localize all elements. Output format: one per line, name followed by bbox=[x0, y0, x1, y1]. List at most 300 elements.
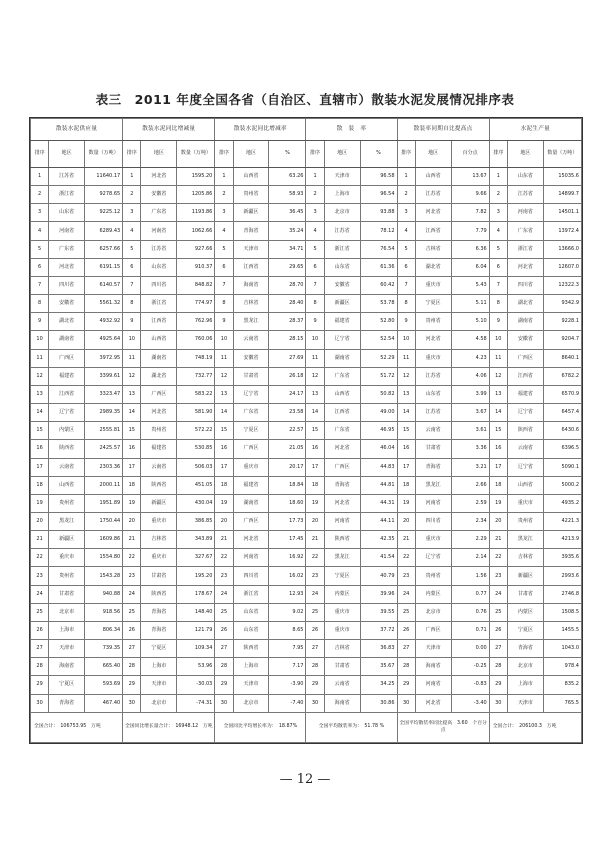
value-cell: 44.81 bbox=[360, 476, 397, 494]
region-cell: 黑龙江 bbox=[49, 512, 85, 530]
rank-cell: 29 bbox=[397, 676, 415, 694]
table-row bbox=[31, 186, 582, 204]
value-cell: 1.56 bbox=[451, 567, 489, 585]
value-cell: 2.29 bbox=[451, 531, 489, 549]
region-cell: 山东省 bbox=[324, 258, 360, 276]
region-cell: 甘肃省 bbox=[507, 585, 543, 603]
table-row bbox=[31, 240, 582, 258]
region-cell: 安徽省 bbox=[507, 331, 543, 349]
rank-cell: 30 bbox=[123, 694, 141, 712]
value-cell: 2555.81 bbox=[85, 422, 123, 440]
value-header: 数量（万吨） bbox=[85, 141, 123, 168]
region-cell: 山西省 bbox=[507, 476, 543, 494]
value-cell: 42.35 bbox=[360, 531, 397, 549]
value-cell: 2746.8 bbox=[543, 585, 581, 603]
region-cell: 江苏省 bbox=[324, 222, 360, 240]
page-title: 表三 2011 年度全国各省（自治区、直辖市）散装水泥发展情况排序表 bbox=[95, 92, 515, 107]
rank-cell: 4 bbox=[397, 222, 415, 240]
rank-cell: 6 bbox=[489, 258, 507, 276]
region-cell: 广西区 bbox=[415, 621, 451, 639]
rank-cell: 12 bbox=[306, 367, 324, 385]
rank-cell: 11 bbox=[306, 349, 324, 367]
region-cell: 重庆市 bbox=[141, 549, 177, 567]
region-cell: 山东省 bbox=[233, 603, 269, 621]
value-cell: 195.20 bbox=[177, 567, 215, 585]
value-cell: 52.54 bbox=[360, 331, 397, 349]
rank-cell: 26 bbox=[489, 621, 507, 639]
value-cell: 1750.44 bbox=[85, 512, 123, 530]
rank-cell: 18 bbox=[397, 476, 415, 494]
rank-cell: 28 bbox=[215, 658, 233, 676]
rank-cell: 27 bbox=[306, 640, 324, 658]
region-cell: 四川省 bbox=[233, 567, 269, 585]
rank-cell: 6 bbox=[123, 258, 141, 276]
region-cell: 重庆市 bbox=[324, 603, 360, 621]
rank-header: 排序 bbox=[31, 141, 49, 168]
value-cell: 46.95 bbox=[360, 422, 397, 440]
region-cell: 江西省 bbox=[507, 367, 543, 385]
region-cell: 福建省 bbox=[49, 367, 85, 385]
value-cell: 6430.6 bbox=[543, 422, 581, 440]
region-cell: 贵州省 bbox=[507, 512, 543, 530]
rank-cell: 14 bbox=[306, 404, 324, 422]
value-cell: 6.36 bbox=[451, 240, 489, 258]
value-cell: 15035.6 bbox=[543, 168, 581, 186]
value-cell: 50.82 bbox=[360, 385, 397, 403]
region-cell: 海南省 bbox=[324, 694, 360, 712]
region-cell: 浙江省 bbox=[233, 585, 269, 603]
rank-cell: 30 bbox=[306, 694, 324, 712]
region-cell: 江西省 bbox=[49, 385, 85, 403]
rank-cell: 11 bbox=[31, 349, 49, 367]
region-cell: 陕西省 bbox=[324, 531, 360, 549]
rank-cell: 13 bbox=[215, 385, 233, 403]
region-cell: 甘肃省 bbox=[324, 658, 360, 676]
region-cell: 新疆区 bbox=[141, 494, 177, 512]
region-cell: 江西省 bbox=[141, 313, 177, 331]
rank-cell: 6 bbox=[397, 258, 415, 276]
region-cell: 河北省 bbox=[415, 204, 451, 222]
value-cell: 4221.3 bbox=[543, 512, 581, 530]
rank-cell: 17 bbox=[31, 458, 49, 476]
region-cell: 海南省 bbox=[415, 658, 451, 676]
value-cell: 1205.86 bbox=[177, 186, 215, 204]
region-header: 地区 bbox=[141, 141, 177, 168]
value-cell: 6.04 bbox=[451, 258, 489, 276]
region-cell: 浙江省 bbox=[141, 295, 177, 313]
table-row bbox=[31, 549, 582, 567]
rank-cell: 3 bbox=[397, 204, 415, 222]
value-cell: 5.10 bbox=[451, 313, 489, 331]
value-cell: 76.54 bbox=[360, 240, 397, 258]
page-number: — 12 — bbox=[279, 772, 331, 787]
value-cell: 3.36 bbox=[451, 440, 489, 458]
rank-cell: 19 bbox=[306, 494, 324, 512]
table-row bbox=[31, 313, 582, 331]
rank-cell: 4 bbox=[489, 222, 507, 240]
rank-cell: 4 bbox=[306, 222, 324, 240]
rank-cell: 29 bbox=[123, 676, 141, 694]
region-cell: 广西区 bbox=[324, 458, 360, 476]
rank-cell: 7 bbox=[31, 276, 49, 294]
value-cell: 44.83 bbox=[360, 458, 397, 476]
value-cell: 3972.95 bbox=[85, 349, 123, 367]
rank-cell: 21 bbox=[397, 531, 415, 549]
value-cell: 28.37 bbox=[269, 313, 306, 331]
rank-cell: 23 bbox=[31, 567, 49, 585]
value-cell: 14899.7 bbox=[543, 186, 581, 204]
region-cell: 青海省 bbox=[141, 621, 177, 639]
region-cell: 河南省 bbox=[141, 222, 177, 240]
region-cell: 辽宁省 bbox=[49, 404, 85, 422]
value-cell: 21.05 bbox=[269, 440, 306, 458]
region-cell: 北京市 bbox=[233, 694, 269, 712]
region-cell: 宁夏区 bbox=[415, 295, 451, 313]
value-cell: 44.11 bbox=[360, 512, 397, 530]
rank-cell: 10 bbox=[215, 331, 233, 349]
table-row bbox=[31, 276, 582, 294]
rank-cell: 21 bbox=[123, 531, 141, 549]
table-body bbox=[31, 168, 582, 713]
rank-cell: 26 bbox=[123, 621, 141, 639]
value-cell: 36.83 bbox=[360, 640, 397, 658]
rank-cell: 24 bbox=[123, 585, 141, 603]
rank-cell: 20 bbox=[31, 512, 49, 530]
region-cell: 河南省 bbox=[233, 549, 269, 567]
rank-cell: 11 bbox=[397, 349, 415, 367]
table-row bbox=[31, 422, 582, 440]
rank-cell: 23 bbox=[215, 567, 233, 585]
value-cell: 918.56 bbox=[85, 603, 123, 621]
value-cell: 327.67 bbox=[177, 549, 215, 567]
rank-cell: 10 bbox=[397, 331, 415, 349]
region-cell: 黑龙江 bbox=[324, 549, 360, 567]
value-header: % bbox=[269, 141, 306, 168]
value-cell: 572.22 bbox=[177, 422, 215, 440]
value-cell: 6457.4 bbox=[543, 404, 581, 422]
rank-cell: 28 bbox=[123, 658, 141, 676]
value-cell: 0.77 bbox=[451, 585, 489, 603]
region-cell: 重庆市 bbox=[415, 349, 451, 367]
table-row bbox=[31, 531, 582, 549]
region-cell: 贵州省 bbox=[49, 567, 85, 585]
region-cell: 辽宁省 bbox=[507, 458, 543, 476]
rank-cell: 11 bbox=[489, 349, 507, 367]
region-cell: 内蒙区 bbox=[324, 585, 360, 603]
rank-cell: 2 bbox=[215, 186, 233, 204]
rank-cell: 12 bbox=[489, 367, 507, 385]
region-cell: 陕西省 bbox=[141, 585, 177, 603]
value-cell: 6257.66 bbox=[85, 240, 123, 258]
value-cell: 3.61 bbox=[451, 422, 489, 440]
group-header: 水泥生产量 bbox=[489, 119, 581, 141]
region-cell: 江苏省 bbox=[415, 186, 451, 204]
value-cell: 5090.1 bbox=[543, 458, 581, 476]
region-header: 地区 bbox=[415, 141, 451, 168]
region-cell: 黑龙江 bbox=[415, 476, 451, 494]
region-cell: 甘肃省 bbox=[233, 367, 269, 385]
region-header: 地区 bbox=[49, 141, 85, 168]
region-cell: 福建省 bbox=[141, 440, 177, 458]
region-cell: 四川省 bbox=[415, 512, 451, 530]
value-cell: 806.34 bbox=[85, 621, 123, 639]
value-cell: 2989.35 bbox=[85, 404, 123, 422]
rank-cell: 25 bbox=[215, 603, 233, 621]
value-cell: 18.84 bbox=[269, 476, 306, 494]
table-row bbox=[31, 567, 582, 585]
region-cell: 安徽省 bbox=[233, 349, 269, 367]
region-cell: 湖北省 bbox=[507, 295, 543, 313]
value-cell: 6289.43 bbox=[85, 222, 123, 240]
region-cell: 山西省 bbox=[233, 168, 269, 186]
rank-cell: 15 bbox=[123, 422, 141, 440]
table-row bbox=[31, 658, 582, 676]
rank-cell: 13 bbox=[489, 385, 507, 403]
rank-cell: 3 bbox=[215, 204, 233, 222]
table-row bbox=[31, 367, 582, 385]
rank-cell: 22 bbox=[397, 549, 415, 567]
value-cell: 39.55 bbox=[360, 603, 397, 621]
region-cell: 海南省 bbox=[233, 276, 269, 294]
rank-cell: 18 bbox=[306, 476, 324, 494]
value-cell: 748.19 bbox=[177, 349, 215, 367]
value-cell: 46.04 bbox=[360, 440, 397, 458]
region-cell: 北京市 bbox=[49, 603, 85, 621]
value-cell: 96.58 bbox=[360, 168, 397, 186]
region-cell: 新疆区 bbox=[324, 295, 360, 313]
region-cell: 河北省 bbox=[49, 258, 85, 276]
region-cell: 云南省 bbox=[233, 331, 269, 349]
region-cell: 吉林省 bbox=[507, 549, 543, 567]
value-cell: 178.67 bbox=[177, 585, 215, 603]
rank-cell: 18 bbox=[123, 476, 141, 494]
rank-cell: 19 bbox=[123, 494, 141, 512]
region-cell: 山西省 bbox=[415, 168, 451, 186]
value-cell: 1554.80 bbox=[85, 549, 123, 567]
value-cell: -0.25 bbox=[451, 658, 489, 676]
value-cell: 1543.28 bbox=[85, 567, 123, 585]
region-cell: 广东省 bbox=[324, 422, 360, 440]
value-cell: 28.15 bbox=[269, 331, 306, 349]
value-cell: 5561.32 bbox=[85, 295, 123, 313]
rank-cell: 28 bbox=[306, 658, 324, 676]
region-cell: 重庆市 bbox=[415, 276, 451, 294]
region-cell: 河北省 bbox=[324, 494, 360, 512]
value-cell: 24.17 bbox=[269, 385, 306, 403]
rank-cell: 12 bbox=[123, 367, 141, 385]
region-cell: 江苏省 bbox=[141, 240, 177, 258]
value-cell: 386.85 bbox=[177, 512, 215, 530]
value-header: 百分点 bbox=[451, 141, 489, 168]
region-cell: 湖南省 bbox=[233, 494, 269, 512]
rank-cell: 23 bbox=[489, 567, 507, 585]
value-cell: 20.17 bbox=[269, 458, 306, 476]
rank-cell: 9 bbox=[306, 313, 324, 331]
region-cell: 辽宁省 bbox=[324, 331, 360, 349]
region-cell: 重庆市 bbox=[507, 494, 543, 512]
rank-cell: 7 bbox=[306, 276, 324, 294]
rank-cell: 19 bbox=[215, 494, 233, 512]
region-cell: 河南省 bbox=[415, 494, 451, 512]
rank-cell: 9 bbox=[123, 313, 141, 331]
rank-header: 排序 bbox=[489, 141, 507, 168]
region-cell: 山东省 bbox=[233, 621, 269, 639]
region-cell: 河北省 bbox=[324, 440, 360, 458]
value-cell: 109.34 bbox=[177, 640, 215, 658]
rank-cell: 18 bbox=[215, 476, 233, 494]
region-cell: 上海市 bbox=[324, 186, 360, 204]
region-cell: 新疆区 bbox=[49, 531, 85, 549]
value-cell: -0.83 bbox=[451, 676, 489, 694]
rank-cell: 3 bbox=[123, 204, 141, 222]
region-cell: 青海省 bbox=[415, 458, 451, 476]
value-cell: 148.40 bbox=[177, 603, 215, 621]
rank-cell: 16 bbox=[397, 440, 415, 458]
rank-cell: 10 bbox=[31, 331, 49, 349]
rank-cell: 8 bbox=[123, 295, 141, 313]
rank-cell: 16 bbox=[123, 440, 141, 458]
rank-cell: 24 bbox=[489, 585, 507, 603]
region-cell: 云南省 bbox=[49, 458, 85, 476]
total-rate-increase: 全国平均散装率同比提高 3.60 个百分点 bbox=[397, 713, 489, 743]
rank-cell: 14 bbox=[31, 404, 49, 422]
rank-cell: 21 bbox=[215, 531, 233, 549]
value-cell: 760.06 bbox=[177, 331, 215, 349]
rank-cell: 8 bbox=[31, 295, 49, 313]
value-cell: 44.31 bbox=[360, 494, 397, 512]
value-cell: 9204.7 bbox=[543, 331, 581, 349]
rank-cell: 20 bbox=[397, 512, 415, 530]
region-cell: 福建省 bbox=[324, 313, 360, 331]
value-cell: 5.43 bbox=[451, 276, 489, 294]
value-cell: 4925.64 bbox=[85, 331, 123, 349]
rank-cell: 20 bbox=[306, 512, 324, 530]
value-cell: 35.24 bbox=[269, 222, 306, 240]
value-cell: -3.90 bbox=[269, 676, 306, 694]
rank-cell: 30 bbox=[215, 694, 233, 712]
table-row bbox=[31, 603, 582, 621]
rank-cell: 4 bbox=[123, 222, 141, 240]
value-cell: 36.45 bbox=[269, 204, 306, 222]
region-cell: 山西省 bbox=[324, 385, 360, 403]
region-cell: 吉林省 bbox=[324, 640, 360, 658]
rank-cell: 30 bbox=[397, 694, 415, 712]
rank-cell: 23 bbox=[306, 567, 324, 585]
region-cell: 广西区 bbox=[233, 512, 269, 530]
value-cell: 7.17 bbox=[269, 658, 306, 676]
rank-cell: 7 bbox=[489, 276, 507, 294]
region-cell: 江苏省 bbox=[415, 404, 451, 422]
region-cell: 福建省 bbox=[233, 476, 269, 494]
rank-cell: 28 bbox=[489, 658, 507, 676]
region-cell: 吉林省 bbox=[233, 295, 269, 313]
region-cell: 河北省 bbox=[141, 168, 177, 186]
value-cell: 4213.9 bbox=[543, 531, 581, 549]
value-cell: 343.89 bbox=[177, 531, 215, 549]
table-row bbox=[31, 694, 582, 712]
value-cell: 4.06 bbox=[451, 367, 489, 385]
rank-cell: 22 bbox=[489, 549, 507, 567]
region-cell: 江苏省 bbox=[507, 186, 543, 204]
table-row bbox=[31, 404, 582, 422]
value-cell: 940.88 bbox=[85, 585, 123, 603]
region-cell: 新疆区 bbox=[233, 204, 269, 222]
value-cell: 1455.5 bbox=[543, 621, 581, 639]
region-cell: 山西省 bbox=[141, 331, 177, 349]
rank-cell: 16 bbox=[306, 440, 324, 458]
rank-cell: 15 bbox=[397, 422, 415, 440]
value-cell: 451.05 bbox=[177, 476, 215, 494]
table-row bbox=[31, 640, 582, 658]
value-cell: 1062.66 bbox=[177, 222, 215, 240]
region-cell: 天津市 bbox=[233, 240, 269, 258]
region-cell: 河北省 bbox=[415, 331, 451, 349]
region-cell: 甘肃省 bbox=[415, 440, 451, 458]
value-cell: 30.86 bbox=[360, 694, 397, 712]
rank-cell: 28 bbox=[397, 658, 415, 676]
region-cell: 天津市 bbox=[415, 640, 451, 658]
rank-cell: 5 bbox=[123, 240, 141, 258]
region-cell: 江苏省 bbox=[49, 168, 85, 186]
value-cell: 49.00 bbox=[360, 404, 397, 422]
total-bulk-rate: 全国平均散装率为： 51.78 % bbox=[306, 713, 397, 743]
value-cell: 7.82 bbox=[451, 204, 489, 222]
region-cell: 黑龙江 bbox=[233, 313, 269, 331]
rank-cell: 1 bbox=[306, 168, 324, 186]
value-cell: 28.40 bbox=[269, 295, 306, 313]
region-cell: 宁夏区 bbox=[324, 567, 360, 585]
region-cell: 安徽省 bbox=[324, 276, 360, 294]
region-cell: 宁夏区 bbox=[233, 422, 269, 440]
value-cell: 665.40 bbox=[85, 658, 123, 676]
region-cell: 湖南省 bbox=[141, 349, 177, 367]
region-cell: 天津市 bbox=[49, 640, 85, 658]
value-cell: 51.72 bbox=[360, 367, 397, 385]
value-cell: 121.79 bbox=[177, 621, 215, 639]
region-cell: 湖南省 bbox=[324, 349, 360, 367]
value-cell: 17.73 bbox=[269, 512, 306, 530]
rank-cell: 22 bbox=[215, 549, 233, 567]
region-cell: 海南省 bbox=[49, 658, 85, 676]
value-cell: 78.12 bbox=[360, 222, 397, 240]
rank-cell: 25 bbox=[31, 603, 49, 621]
rank-cell: 1 bbox=[215, 168, 233, 186]
region-cell: 贵州省 bbox=[141, 422, 177, 440]
rank-cell: 23 bbox=[123, 567, 141, 585]
value-cell: 2.66 bbox=[451, 476, 489, 494]
region-cell: 贵州省 bbox=[415, 313, 451, 331]
rank-cell: 7 bbox=[397, 276, 415, 294]
value-cell: 1043.0 bbox=[543, 640, 581, 658]
value-cell: 3.21 bbox=[451, 458, 489, 476]
rank-cell: 20 bbox=[215, 512, 233, 530]
region-cell: 北京市 bbox=[415, 603, 451, 621]
rank-cell: 9 bbox=[489, 313, 507, 331]
rank-cell: 21 bbox=[489, 531, 507, 549]
value-cell: 9225.12 bbox=[85, 204, 123, 222]
value-cell: 40.79 bbox=[360, 567, 397, 585]
rank-cell: 13 bbox=[31, 385, 49, 403]
ranking-table-frame bbox=[29, 117, 583, 744]
rank-cell: 1 bbox=[123, 168, 141, 186]
region-cell: 广西区 bbox=[49, 349, 85, 367]
value-cell: 581.90 bbox=[177, 404, 215, 422]
region-cell: 内蒙区 bbox=[49, 422, 85, 440]
value-cell: -7.40 bbox=[269, 694, 306, 712]
rank-cell: 5 bbox=[306, 240, 324, 258]
value-cell: 12322.3 bbox=[543, 276, 581, 294]
rank-cell: 11 bbox=[215, 349, 233, 367]
